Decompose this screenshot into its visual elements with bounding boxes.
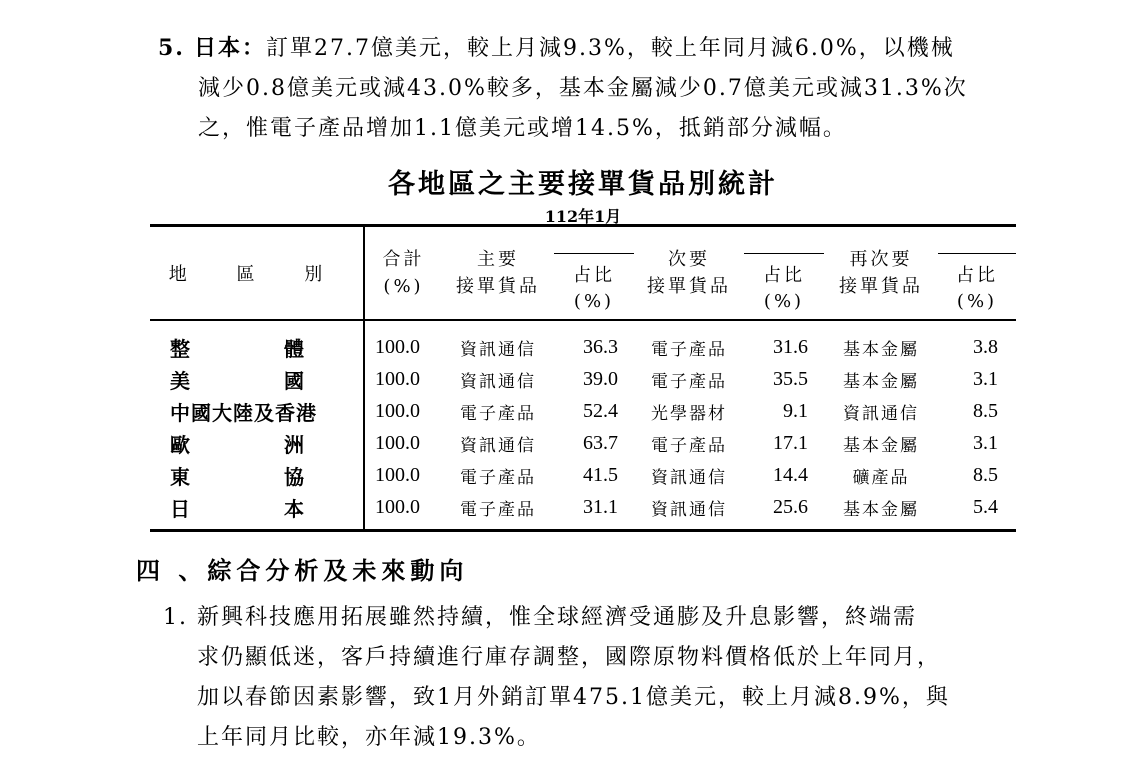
section-4-line-3: 加以春節因素影響，致1月外銷訂單475.1億美元，較上月減8.9%，與 — [197, 685, 950, 710]
region-name-first: 日 — [170, 496, 190, 521]
tertiary-goods-cell: 資訊通信 — [843, 403, 919, 424]
region-cell — [150, 459, 364, 491]
total-cell: 100.0 — [364, 491, 442, 531]
section-4-text-1: 新興科技應用拓展雖然持續，惟全球經濟受通膨及升息影響，終端需 — [197, 605, 918, 630]
section-5-paragraph — [158, 28, 1018, 149]
region-cell — [150, 320, 364, 363]
section-5-line-3: 之，惟電子產品增加1.1億美元或增14.5%，抵銷部分減幅。 — [198, 116, 847, 141]
region-cell — [150, 395, 364, 427]
section-5-text-1: 訂單27.7億美元，較上月減9.3%，較上年同月減6.0%，以機械 — [265, 36, 955, 61]
region-name-last: 本 — [284, 496, 304, 521]
table-title: 各地區之主要接單貨品別統計 — [388, 169, 778, 200]
tertiary-goods-cell: 基本金屬 — [843, 339, 919, 360]
total-cell: 100.0 — [375, 335, 420, 358]
tertiary-share-cell: 3.1 — [973, 367, 998, 390]
total-cell: 100.0 — [375, 399, 420, 422]
region-name-last: 洲 — [284, 432, 304, 457]
primary-goods-cell: 資訊通信 — [460, 371, 536, 392]
section-4-paragraph — [163, 598, 1023, 758]
section-4-line-4: 上年同月比較，亦年減19.3%。 — [197, 725, 541, 750]
secondary-goods-cell: 電子產品 — [651, 435, 727, 456]
secondary-share-cell: 31.6 — [773, 335, 808, 358]
table-row — [150, 320, 1016, 363]
secondary-share-cell: 9.1 — [783, 399, 808, 422]
region-cell — [150, 363, 364, 395]
section-5-number: 5. — [158, 35, 185, 61]
primary-goods-cell: 電子產品 — [460, 403, 536, 424]
header-secondary-share: 占比 (%) — [744, 226, 824, 321]
region-name: 中國大陸及香港 — [170, 400, 317, 425]
tertiary-share-cell: 5.4 — [938, 491, 1016, 531]
region-name-first: 整 — [170, 336, 190, 361]
primary-goods-cell: 電子產品 — [442, 491, 554, 531]
section-5-label: 日本： — [193, 35, 266, 61]
header-total: 合計 (%) — [364, 226, 442, 321]
secondary-share-cell: 25.6 — [744, 491, 824, 531]
section-5-line-1 — [158, 28, 1018, 69]
section-4-item-number: 1. — [163, 605, 188, 630]
region-name-last: 國 — [284, 368, 304, 393]
region-name-first: 東 — [170, 464, 190, 489]
region-name-first: 歐 — [170, 432, 190, 457]
tertiary-goods-cell: 基本金屬 — [843, 435, 919, 456]
header-tertiary-goods: 再次要 接單貨品 — [824, 226, 938, 321]
region-name-last: 體 — [284, 336, 304, 361]
table-body — [150, 320, 1016, 531]
section-4-line-2: 求仍顯低迷，客戶持續進行庫存調整，國際原物料價格低於上年同月， — [197, 645, 942, 670]
secondary-goods-cell: 資訊通信 — [651, 467, 727, 488]
tertiary-share-cell: 8.5 — [973, 399, 998, 422]
tertiary-share-cell: 8.5 — [973, 463, 998, 486]
header-primary-goods: 主要 接單貨品 — [442, 226, 554, 321]
header-primary-share: 占比 (%) — [554, 226, 634, 321]
secondary-share-cell: 17.1 — [773, 431, 808, 454]
tertiary-goods-cell: 基本金屬 — [824, 491, 938, 531]
total-cell: 100.0 — [375, 463, 420, 486]
table-row — [150, 395, 1016, 427]
primary-goods-cell: 資訊通信 — [460, 339, 536, 360]
total-cell: 100.0 — [375, 431, 420, 454]
region-name-first: 美 — [170, 368, 190, 393]
secondary-goods-cell: 光學器材 — [651, 403, 727, 424]
table-subtitle: 112年1月 — [544, 207, 622, 226]
table-row — [150, 363, 1016, 395]
primary-share-cell: 63.7 — [583, 431, 618, 454]
primary-share-cell: 36.3 — [583, 335, 618, 358]
header-tertiary-share: 占比 (%) — [938, 226, 1016, 321]
secondary-goods-cell: 電子產品 — [651, 339, 727, 360]
header-region: 地 區 別 — [150, 226, 364, 321]
secondary-share-cell: 35.5 — [773, 367, 808, 390]
region-goods-table — [150, 224, 1016, 532]
region-name-last: 協 — [284, 464, 304, 489]
secondary-share-cell: 14.4 — [773, 463, 808, 486]
tertiary-share-cell: 3.1 — [973, 431, 998, 454]
primary-goods-cell: 資訊通信 — [460, 435, 536, 456]
header-secondary-goods: 次要 接單貨品 — [634, 226, 744, 321]
secondary-goods-cell: 電子產品 — [651, 371, 727, 392]
tertiary-goods-cell: 礦產品 — [852, 467, 910, 488]
table-row — [150, 459, 1016, 491]
section-4-title: 四 、綜合分析及未來動向 — [136, 556, 469, 585]
primary-share-cell: 39.0 — [583, 367, 618, 390]
primary-share-cell: 31.1 — [554, 491, 634, 531]
table-row — [150, 491, 1016, 531]
section-4-line-1 — [163, 598, 1023, 638]
tertiary-share-cell: 3.8 — [973, 335, 998, 358]
primary-goods-cell: 電子產品 — [460, 467, 536, 488]
tertiary-goods-cell: 基本金屬 — [843, 371, 919, 392]
table-row — [150, 427, 1016, 459]
region-cell — [150, 427, 364, 459]
region-cell — [150, 491, 364, 531]
total-cell: 100.0 — [375, 367, 420, 390]
table-header-row — [150, 226, 1016, 321]
secondary-goods-cell: 資訊通信 — [634, 491, 744, 531]
section-5-line-2: 減少0.8億美元或減43.0%較多，基本金屬減少0.7億美元或減31.3%次 — [198, 76, 968, 101]
primary-share-cell: 41.5 — [583, 463, 618, 486]
primary-share-cell: 52.4 — [583, 399, 618, 422]
